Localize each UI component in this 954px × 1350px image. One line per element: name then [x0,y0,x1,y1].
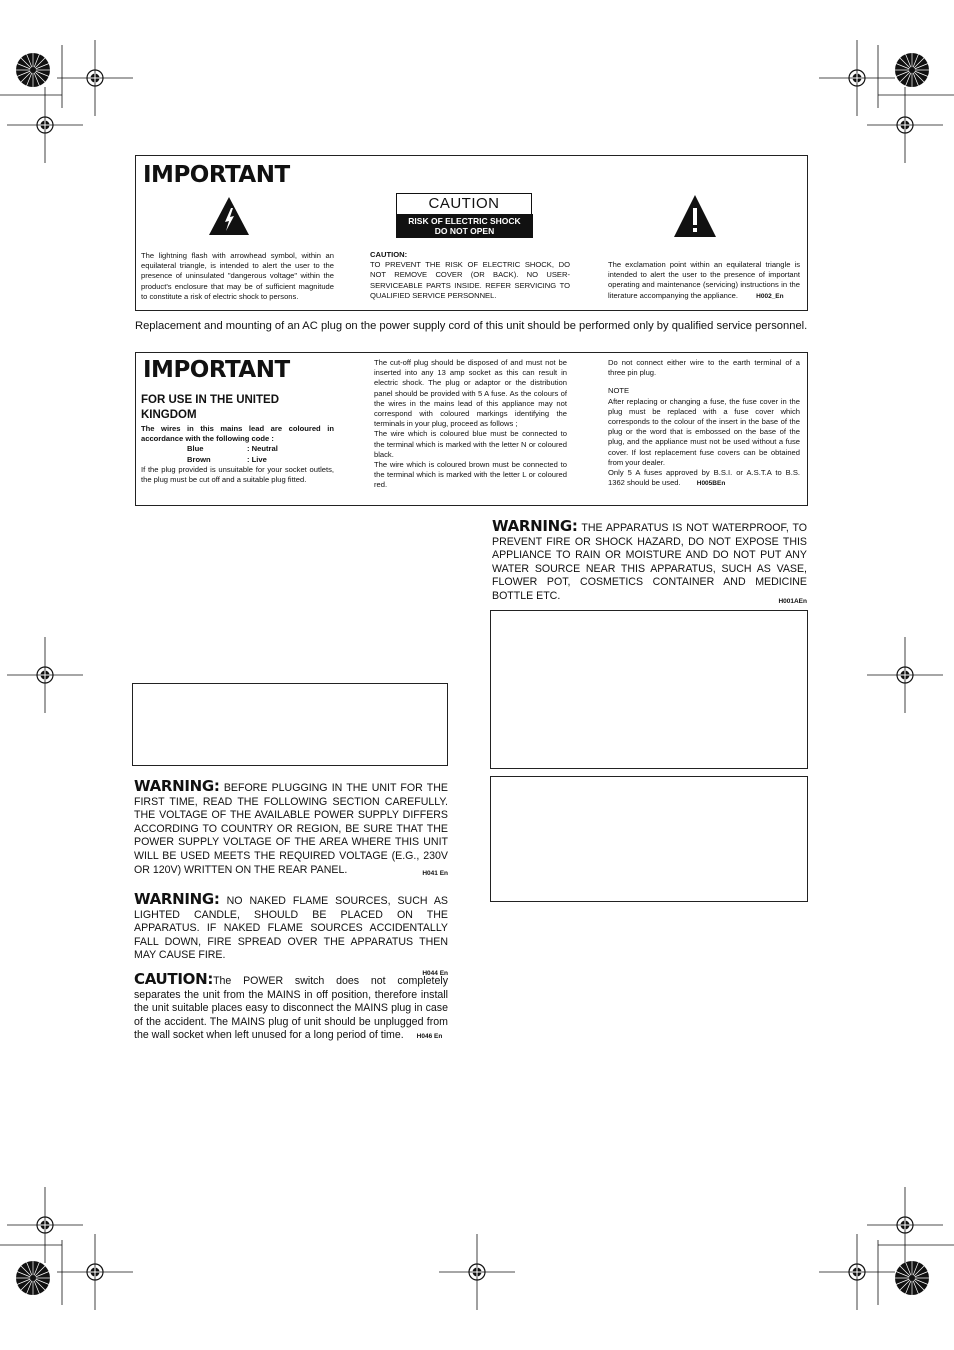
uk-col2 [374,358,567,491]
unsuitable-plug-text: If the plug provided is unsuitable for your socket outlets, the plug must be cut off and a suitable plug fitted. [141,464,334,485]
fuse-approval-text [608,468,800,489]
code-h005: H005BEn [696,480,726,488]
warning-flame-label: WARNING: [134,890,220,908]
wire-blue-value: : Neutral [247,444,278,454]
brown-wire-text: The wire which is coloured brown must be connected to the terminal which is marked with the letter L or coloured red. [374,460,567,490]
code-h044: H044 En [422,969,448,977]
fuse-cover-note: After replacing or changing a fuse, the fuse cover in the plug must be replaced with a fuse cover which corresponds to the colour of the insert in the base of the plug or the word that is embossed on the base of the plug, and the appliance must not be used without a fuse cover. If lost replacement fuse covers can be obtained from your dealer. [608,396,800,467]
warning-flame-text: NO NAKED FLAME SOURCES, SUCH AS LIGHTED CANDLE, SHOULD BE PLACED ON THE APPARATUS. IF NAKED FLAME SOURCES ACCIDENTALLY FALL DOWN, FIRE SPREAD OVER THE APPARATUS THEN MAY CAUSE FIRE. [134,895,448,962]
empty-notice-box-2 [490,776,808,902]
replacement-note: Replacement and mounting of an AC plug on the power supply cord of this unit should be performed only by qualified service personnel. [135,320,808,332]
lightning-warning-icon [208,196,250,236]
important-title: IMPORTANT [143,162,290,188]
warning-voltage-label: WARNING: [134,777,220,795]
caution-label-line2: DO NOT OPEN [434,226,495,236]
important-title-2: IMPORTANT [143,357,290,383]
blue-wire-text: The wire which is coloured blue must be connected to the terminal which is marked with the letter N or coloured black. [374,429,567,459]
important-box-safety-symbols [135,155,808,311]
uk-subtitle: FOR USE IN THE UNITED KINGDOM [141,394,280,421]
caution-power [134,970,448,1044]
caution-label-line1: RISK OF ELECTRIC SHOCK [408,216,521,226]
wire-brown-value: : Live [247,454,267,464]
wire-brown-row [141,455,334,465]
code-h001a: H001AEn [778,597,807,605]
warning-waterproof-label: WARNING: [492,517,578,535]
cutoff-plug-text: The cut-off plug should be disposed of and must not be inserted into any 13 amp socket as this can result in electric shock. The plug or adaptor or the distribution panel should be provided with 5 A fuse. As the colours of the wires in the mains lead of this appliance may not correspond with coloured markings identifying the terminals in your plug, proceed as follows ; [374,358,567,429]
code-h041: H041 En [422,869,448,877]
caution-explanation [370,250,570,301]
uk-col3 [608,358,800,489]
fuse-approval-line: Only 5 A fuses approved by B.S.I. or A.S.T.A to B.S. 1362 should be used. [608,468,800,488]
code-h002: H002_En [756,292,784,300]
empty-notice-box-left [132,683,448,766]
caution-power-text: The POWER switch does not completely separates the unit from the MAINS in off position, therefore install the unit suitable places easy to disconnect the MAINS plug in case of the accident. The MAINS plug of unit should be unplugged from the wall socket when left unused for a long period of time. [134,975,448,1042]
empty-notice-box-1 [490,610,808,769]
warning-voltage-text: BEFORE PLUGGING IN THE UNIT FOR THE FIRST TIME, READ THE FOLLOWING SECTION CAREFULLY. THE VOLTAGE OF THE AVAILABLE POWER SUPPLY DIFFERS ACCORDING TO COUNTRY OR REGION, BE SURE THAT THE POWER SUPPLY VOLTAGE OF THE AREA WHERE THIS UNIT WILL BE USED MEETS THE REQUIRED VOLTAGE (E.G., 230V OR 120V) WRITTEN ON THE REAR PANEL. [134,782,448,876]
wire-brown-label: Brown [187,454,211,464]
wire-blue-label: Blue [187,444,204,454]
warning-flame [134,890,448,981]
caution-explanation-text: TO PREVENT THE RISK OF ELECTRIC SHOCK, DO NOT REMOVE COVER (OR BACK). NO USER-SERVICEABLE PARTS INSIDE. REFER SERVICING TO QUALIFIED SERVICE PERSONNEL. [370,260,570,300]
exclamation-explanation [608,260,800,302]
wire-blue-row [141,444,334,454]
caution-explanation-heading: CAUTION: [370,250,408,259]
exclamation-explanation-text: The exclamation point within an equilateral triangle is intended to alert the user to the presence of important operating and maintenance (servicing) instructions in the literature accompanying the appliance. [608,260,800,300]
lightning-explanation: The lightning flash with arrowhead symbol, within an equilateral triangle, is intended to alert the user to the presence of uninsulated "dangerous voltage" within the product's enclosure that may be of sufficient magnitude to constitute a risk of electric shock to persons. [141,251,334,301]
caution-power-label: CAUTION: [134,970,214,988]
important-box-uk-plug [135,352,808,506]
note-label: NOTE [608,386,630,396]
caution-label-sub [396,214,533,238]
warning-voltage [134,777,448,880]
warning-waterproof-text: THE APPARATUS IS NOT WATERPROOF, TO PREVENT FIRE OR SHOCK HAZARD, DO NOT EXPOSE THIS APPLIANCE TO RAIN OR MOISTURE AND DO NOT PUT ANY WATER SOURCE NEAR THIS APPARATUS, SUCH AS VASE, FLOWER POT, COSMETICS CONTAINER AND MEDICINE BOTTLE ETC. [492,522,807,602]
caution-label [396,193,532,215]
earth-terminal-text: Do not connect either wire to the earth terminal of a three pin plug. [608,358,800,378]
warning-waterproof [492,517,807,608]
exclamation-warning-icon [673,194,717,238]
caution-label-title: CAUTION [428,195,500,212]
code-h046: H046 En [416,1033,443,1041]
wires-intro: The wires in this mains lead are coloured in accordance with the following code : [141,424,334,444]
uk-col1 [141,424,334,485]
